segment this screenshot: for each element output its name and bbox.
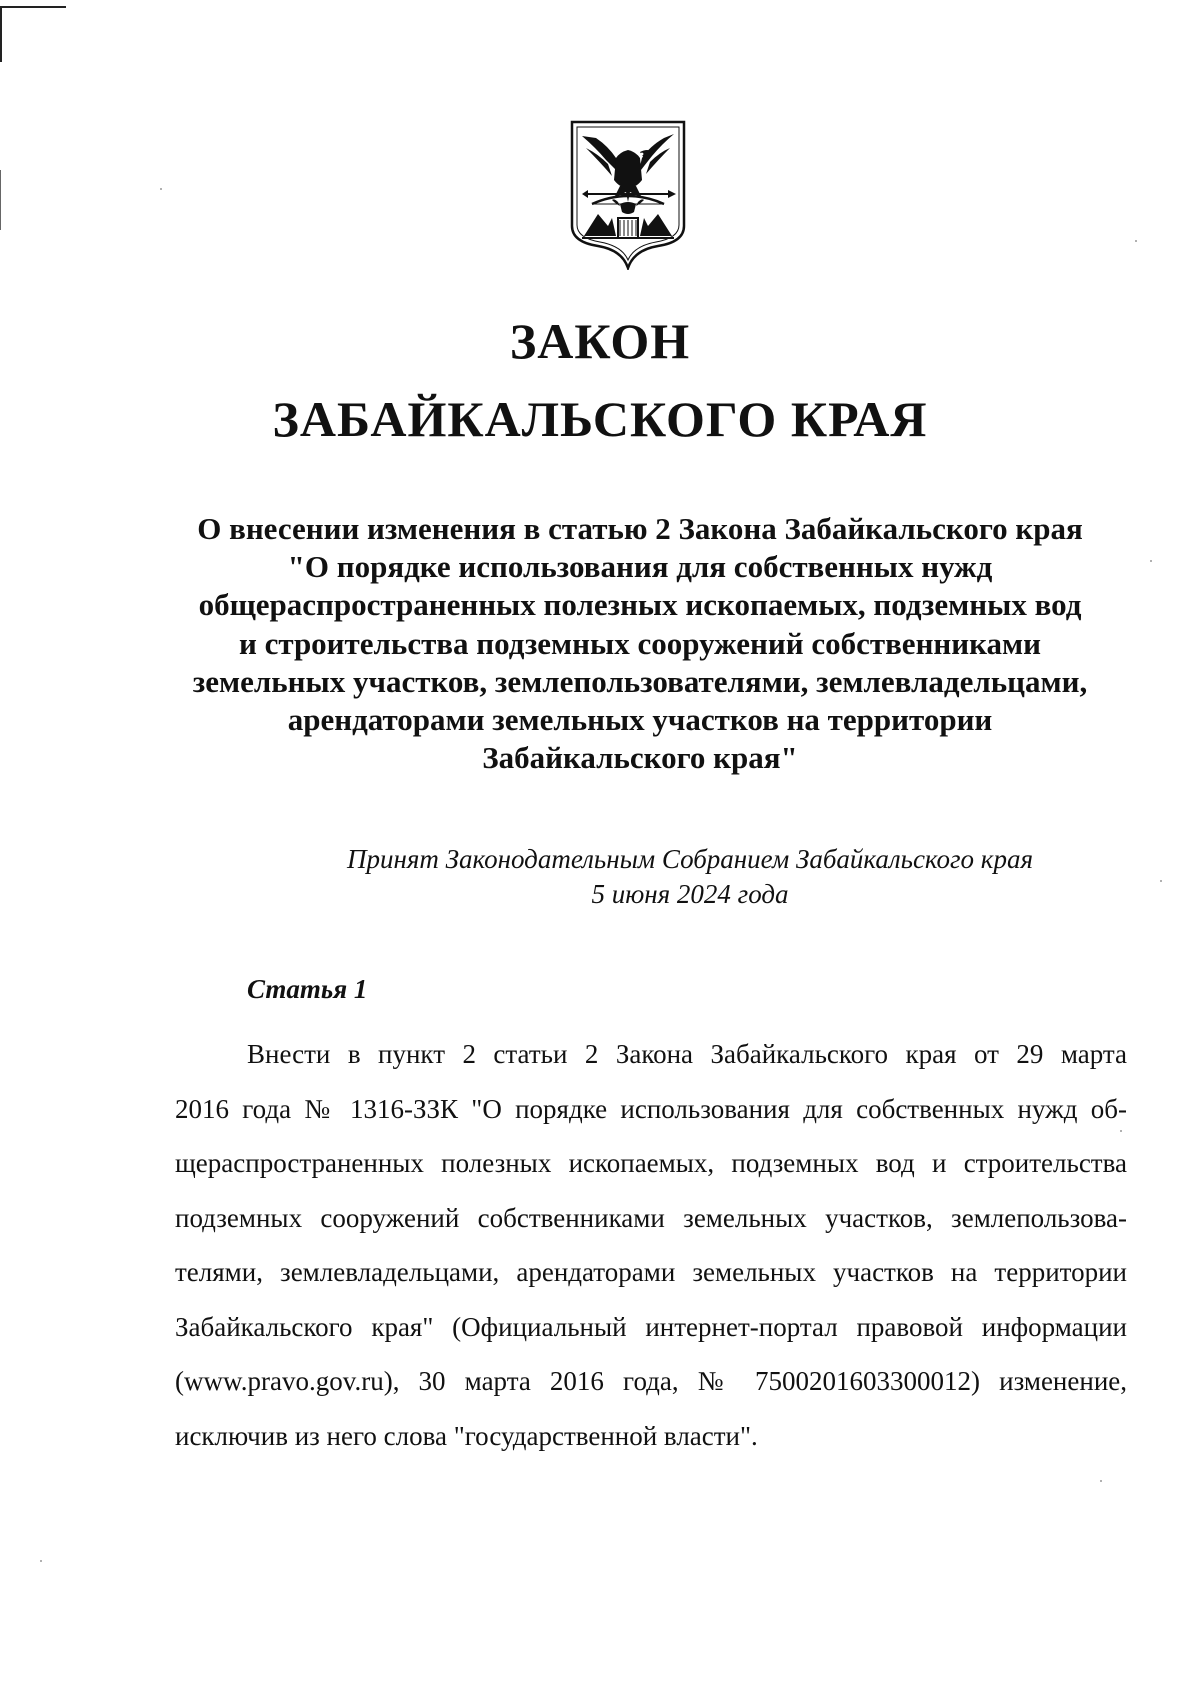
subject-line: О внесении изменения в статью 2 Закона Забайкальского края [197, 511, 1083, 546]
article-line: 2016 года № 1316-ЗЗК "О порядке использования для собственных нужд об- [175, 1093, 1127, 1124]
scan-speck [1160, 880, 1162, 882]
scan-speck [1135, 240, 1137, 242]
adoption-line: Принят Законодательным Собранием Забайкальского края [346, 844, 1033, 874]
subject-line: Забайкальского края" [482, 740, 798, 776]
zabaikalsky-krai-coat-of-arms-icon [568, 118, 688, 270]
article-line: (www.pravo.gov.ru), 30 марта 2016 года, № 7500201603300012) изменение, [175, 1366, 1127, 1396]
scan-speck [40, 1560, 42, 1562]
scan-edge-mark [0, 6, 2, 62]
scan-speck [1120, 1130, 1122, 1132]
article-line: исключив из него слова "государственной власти". [175, 1420, 758, 1451]
subject-line: и строительства подземных сооружений собственниками [238, 625, 1042, 661]
document-title: ЗАКОН [509, 313, 691, 369]
article-line: щераспространенных полезных ископаемых, подземных вод и строительства [175, 1148, 1127, 1178]
law-subject-heading [150, 510, 1130, 777]
article-line: телями, землевладельцами, арендаторами земельных участков на территории [175, 1257, 1127, 1287]
scan-speck [1150, 560, 1152, 562]
adoption-note [300, 842, 1080, 912]
article-line: Внести в пункт 2 статьи 2 Закона Забайкальского края от 29 марта [247, 1039, 1127, 1069]
scan-edge-mark [0, 6, 66, 8]
subject-line: земельных участков, землепользователями, землевладельцами, [192, 663, 1088, 699]
document-title-region: ЗАБАЙКАЛЬСКОГО КРАЯ [272, 391, 928, 447]
article-body [175, 1027, 1127, 1463]
adoption-date: 5 июня 2024 года [591, 879, 789, 909]
subject-line: "О порядке использования для собственных нужд [287, 549, 993, 585]
article-heading: Статья 1 [247, 974, 368, 1004]
subject-line: арендаторами земельных участков на территории [287, 702, 993, 738]
scan-edge-mark [0, 170, 1, 230]
article-line: Забайкальского края" (Официальный интернет-портал правовой информации [175, 1311, 1127, 1342]
article-line: подземных сооружений собственниками земельных участков, землепользова- [175, 1202, 1127, 1233]
scan-speck [160, 188, 162, 190]
scan-speck [1100, 1480, 1102, 1482]
subject-line: общераспространенных полезных ископаемых, подземных вод [198, 587, 1082, 623]
